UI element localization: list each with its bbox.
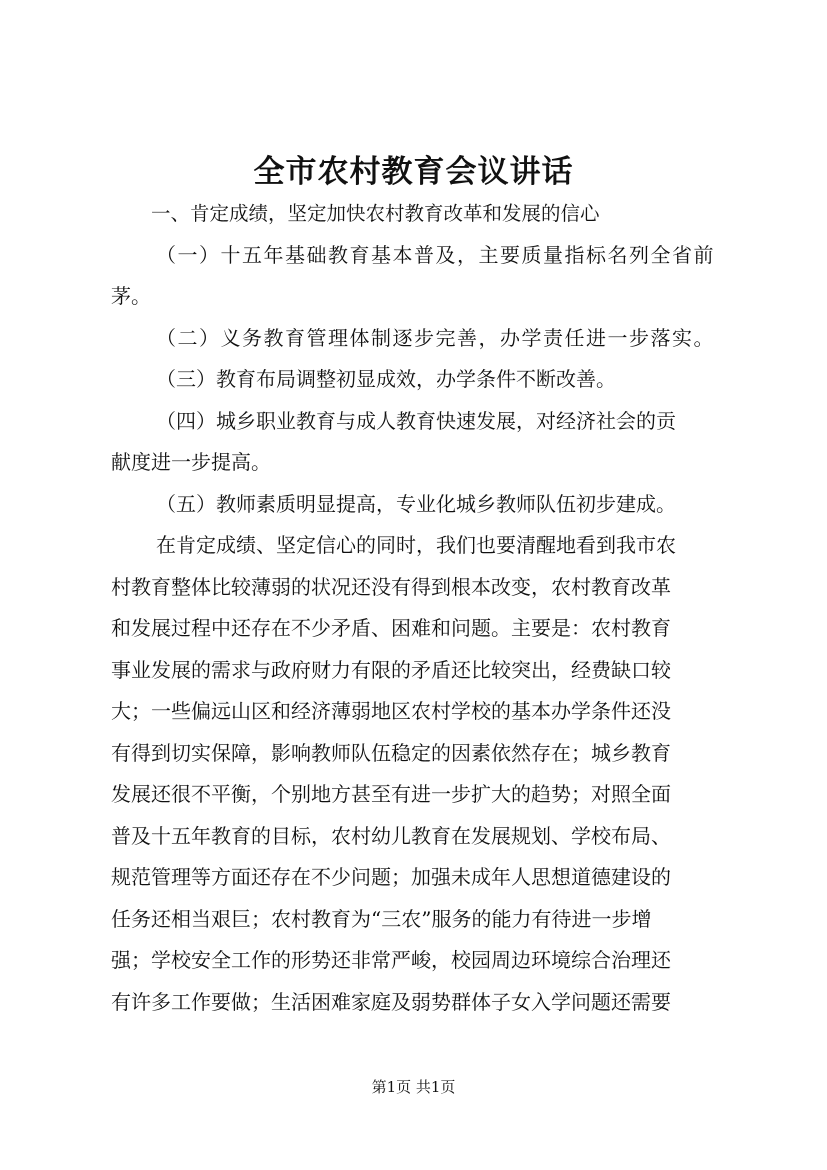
page-footer: 第1页 共1页	[371, 1078, 456, 1096]
paragraph-line: 发展还很不平衡，个别地方甚至有进一步扩大的趋势；对照全面	[111, 782, 671, 806]
section-heading-1: 一、肯定成绩，坚定加快农村教育改革和发展的信心	[151, 202, 600, 225]
paragraph-line: 茅。	[111, 284, 151, 308]
document-body	[111, 193, 751, 1023]
paragraph-line: 规范管理等方面还存在不少问题；加强未成年人思想道德建设的	[111, 865, 671, 889]
paragraph-line: （一）十五年基础教育基本普及，主要质量指标名列全省前	[156, 242, 715, 267]
paragraph-line: 和发展过程中还存在不少矛盾、困难和问题。主要是：农村教育	[111, 616, 671, 640]
paragraph-line: 强；学校安全工作的形势还非常严峻，校园周边环境综合治理还	[111, 948, 671, 972]
paragraph-line: 普及十五年教育的目标，农村幼儿教育在发展规划、学校布局、	[111, 823, 671, 848]
paragraph-line: （四）城乡职业教育与成人教育快速发展，对经济社会的贡	[156, 408, 676, 433]
paragraph-line: 大；一些偏远山区和经济薄弱地区农村学校的基本办学条件还没	[111, 699, 671, 723]
paragraph-line: （三）教育布局调整初显成效，办学条件不断改善。	[156, 367, 616, 391]
paragraph-line: （五）教师素质明显提高，专业化城乡教师队伍初步建成。	[156, 491, 676, 516]
paragraph-line: （二）义务教育管理体制逐步完善，办学责任进一步落实。	[156, 325, 715, 350]
paragraph-line: 村教育整体比较薄弱的状况还没有得到根本改变，农村教育改革	[111, 574, 671, 599]
document-title: 全市农村教育会议讲话	[253, 154, 574, 190]
paragraph-line: 有得到切实保障，影响教师队伍稳定的因素依然存在；城乡教育	[111, 740, 671, 765]
paragraph-line: 事业发展的需求与政府财力有限的矛盾还比较突出，经费缺口较	[111, 657, 671, 682]
paragraph-line: 献度进一步提高。	[111, 450, 271, 474]
paragraph-line: 在肯定成绩、坚定信心的同时，我们也要清醒地看到我市农	[156, 533, 676, 557]
paragraph-line: 有许多工作要做；生活困难家庭及弱势群体子女入学问题还需要	[111, 989, 671, 1014]
paragraph-line: 任务还相当艰巨；农村教育为“三农”服务的能力有待进一步增	[111, 906, 652, 931]
